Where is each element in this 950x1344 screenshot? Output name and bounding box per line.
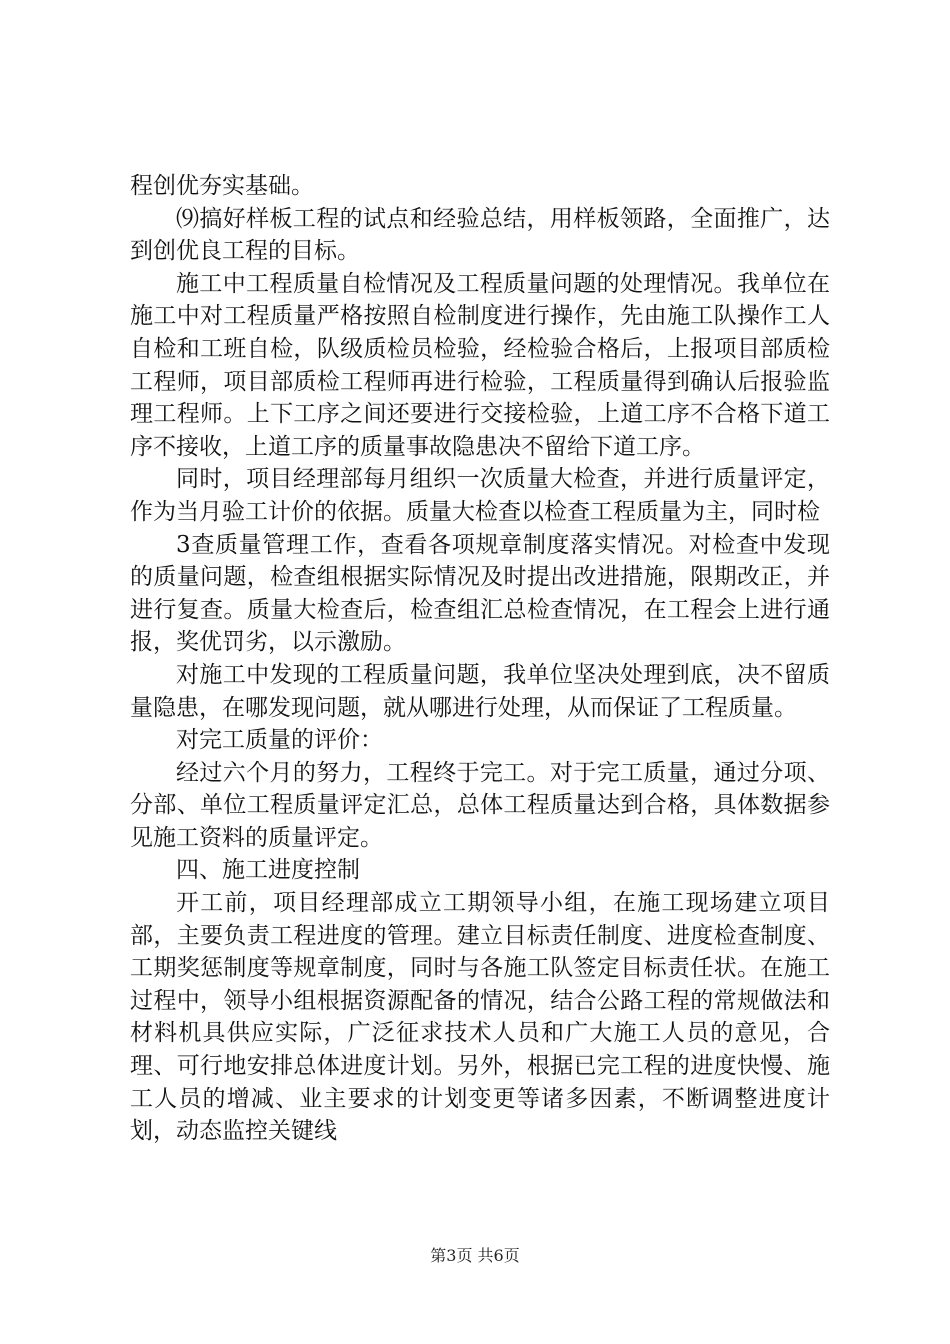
paragraph-problem-handling: 对施工中发现的工程质量问题，我单位坚决处理到底，决不留质量隐患，在哪发现问题，就从哪进行处理，从而保证了工程质量。	[130, 661, 830, 721]
paragraph-evaluation: 经过六个月的努力，工程终于完工。对于完工质量，通过分项、分部、单位工程质量评定汇总，总体工程质量达到合格，具体数据参见施工资料的质量评定。	[130, 759, 830, 851]
paragraph-monthly-inspection: 同时，项目经理部每月组织一次质量大检查，并进行质量评定，作为当月验工计价的依据。质量大检查以检查工程质量为主，同时检	[130, 466, 830, 525]
paragraph-inspection-followup: 3查质量管理工作，查看各项规章制度落实情况。对检查中发现的质量问题，检查组根据实际情况及时提出改进措施，限期改正，并进行复查。质量大检查后，检查组汇总检查情况，在工程会上进行通报，奖优罚劣，以示激励。	[130, 531, 830, 656]
paragraph-schedule-control: 开工前，项目经理部成立工期领导小组，在施工现场建立项目部，主要负责工程进度的管理。建立目标责任制度、进度检查制度、工期奖惩制度等规章制度，同时与各施工队签定目标责任状。在施工过程中，领导小组根据资源配备的情况，结合公路工程的常规做法和材料机具供应实际，广泛征求技术人员和广大施工人员的意见，合理、可行地安排总体进度计划。另外，根据已完工程的进度快慢、施工人员的增减、业主要求的计划变更等诸多因素，不断调整进度计划，动态监控关键线	[130, 890, 830, 1145]
paragraph-continuation: 程创优夯实基础。	[130, 173, 314, 199]
paragraph-sample-project: ⑼搞好样板工程的试点和经验总结，用样板领路，全面推广，达到创优良工程的目标。	[130, 205, 830, 265]
page-footer: 第3页 共6页	[430, 1246, 520, 1265]
paragraph-evaluation-heading: 对完工质量的评价：	[176, 727, 383, 754]
paragraph-self-inspection: 施工中工程质量自检情况及工程质量问题的处理情况。我单位在施工中对工程质量严格按照自检制度进行操作，先由施工队操作工人自检和工班自检，队级质检员检验，经检验合格后，上报项目部质检工程师，项目部质检工程师再进行检验，工程质量得到确认后报验监理工程师。上下工序之间还要进行交接检验，上道工序不合格下道工序不接收，上道工序的质量事故隐患决不留给下道工序。	[130, 270, 830, 460]
document-body	[130, 170, 830, 1148]
section-heading-schedule-control: 四、施工进度控制	[176, 857, 360, 884]
